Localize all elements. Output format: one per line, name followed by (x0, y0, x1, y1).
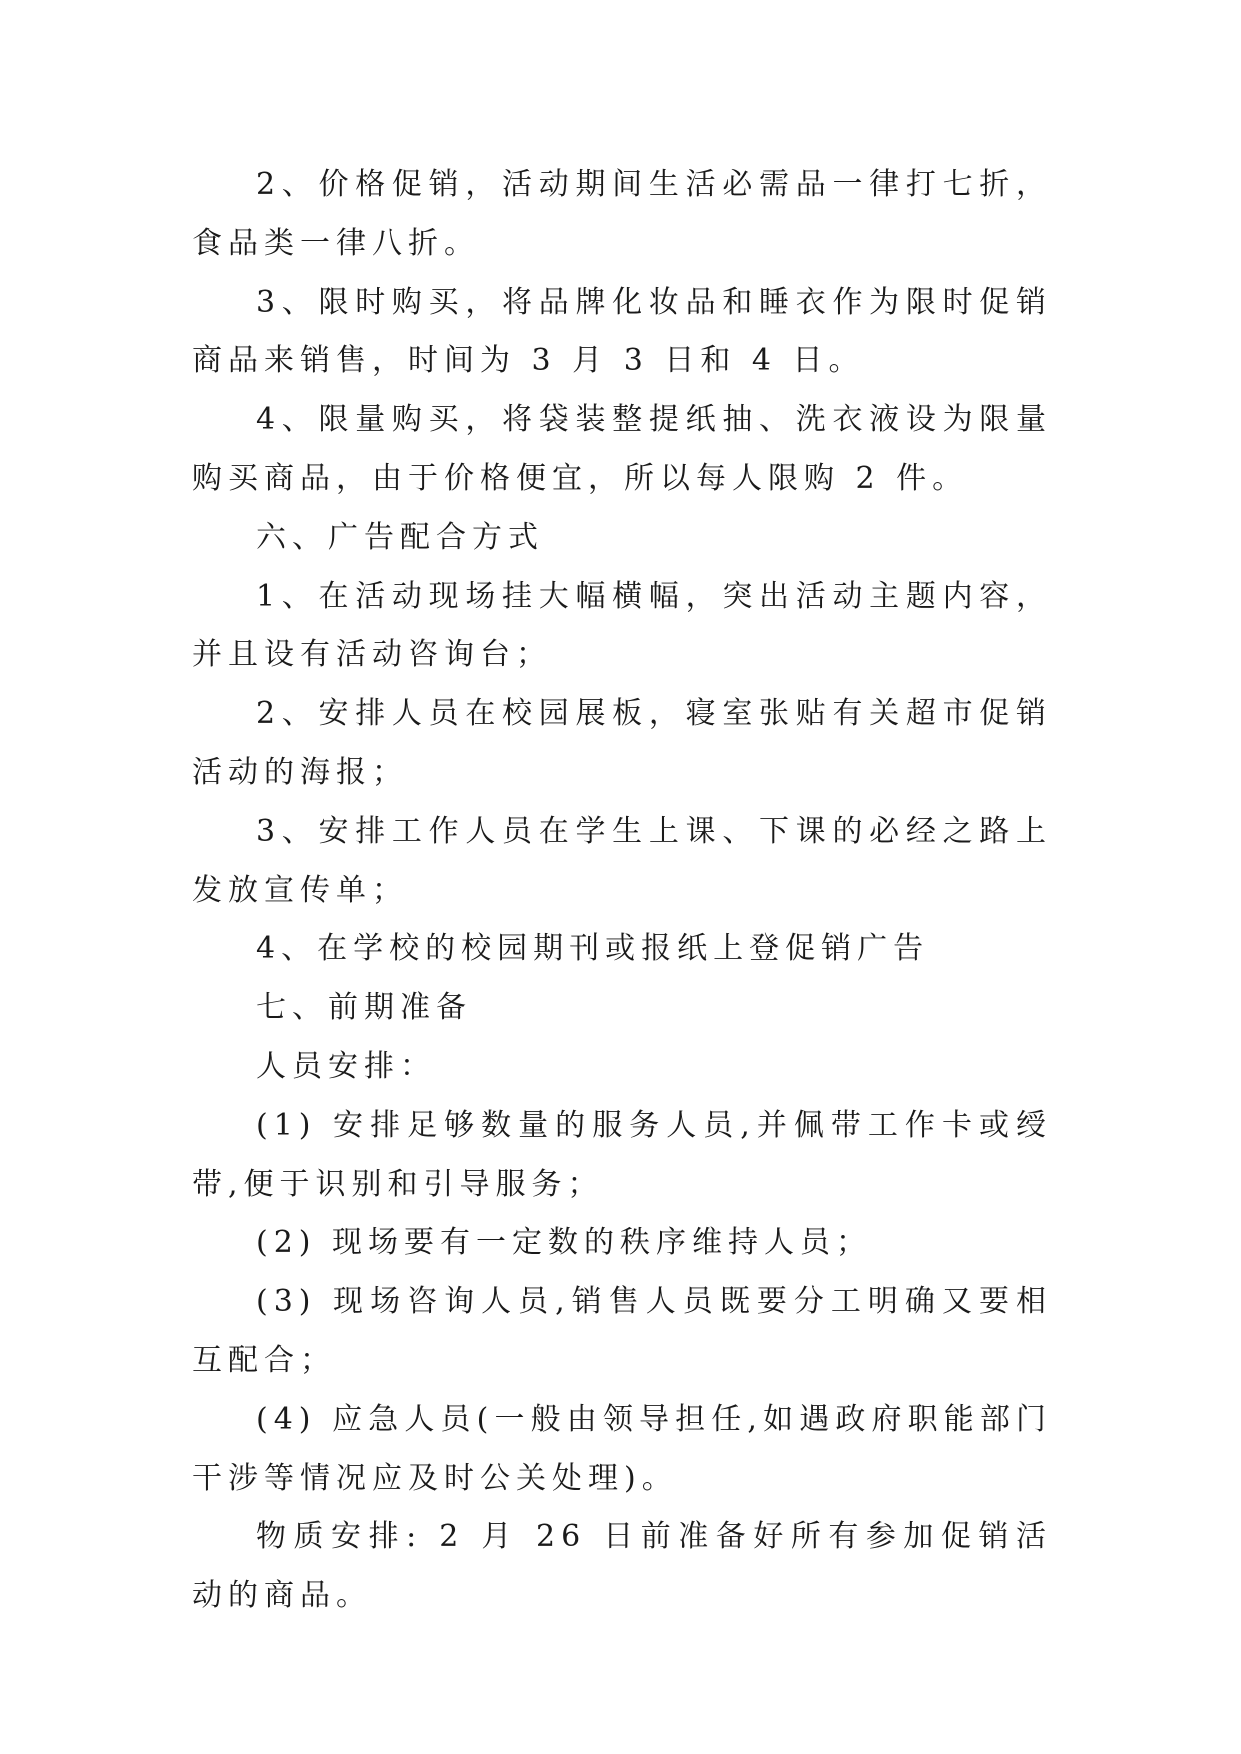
document-body (192, 156, 1052, 1626)
subheading-staffing: 人员安排： (256, 1048, 436, 1084)
paragraph-order-staff: (2) 现场要有一定数的秩序维持人员； (256, 1225, 873, 1261)
paragraph-service-staff: (1) 安排足够数量的服务人员,并佩带工作卡或绶带,便于识别和引导服务； (192, 1107, 1052, 1202)
paragraph-consult-staff: (3) 现场咨询人员,销售人员既要分工明确又要相互配合； (192, 1284, 1052, 1378)
paragraph-posters: 2、安排人员在校园展板，寝室张贴有关超市促销活动的海报； (192, 696, 1052, 790)
section-heading-preparation: 七、前期准备 (256, 990, 472, 1026)
paragraph-price-promotion: 2、价格促销，活动期间生活必需品一律打七折，食品类一律八折。 (192, 167, 1052, 261)
paragraph-emergency-staff: (4) 应急人员(一般由领导担任,如遇政府职能部门干涉等情况应及时公关处理)。 (192, 1401, 1052, 1496)
section-heading-advertising: 六、广告配合方式 (256, 519, 544, 555)
paragraph-limited-quantity: 4、限量购买，将袋装整提纸抽、洗衣液设为限量购买商品，由于价格便宜，所以每人限购 2 件。 (192, 402, 1052, 496)
paragraph-campus-ads: 4、在学校的校园期刊或报纸上登促销广告 (256, 931, 930, 967)
paragraph-banner: 1、在活动现场挂大幅横幅，突出活动主题内容，并且设有活动咨询台； (192, 578, 1052, 673)
paragraph-materials: 物质安排: 2 月 26 日前准备好所有参加促销活动的商品。 (192, 1519, 1052, 1614)
paragraph-flyers: 3、安排工作人员在学生上课、下课的必经之路上发放宣传单； (192, 813, 1052, 908)
paragraph-limited-time: 3、限时购买，将品牌化妆品和睡衣作为限时促销商品来销售，时间为 3 月 3 日和 4 日。 (192, 284, 1052, 379)
